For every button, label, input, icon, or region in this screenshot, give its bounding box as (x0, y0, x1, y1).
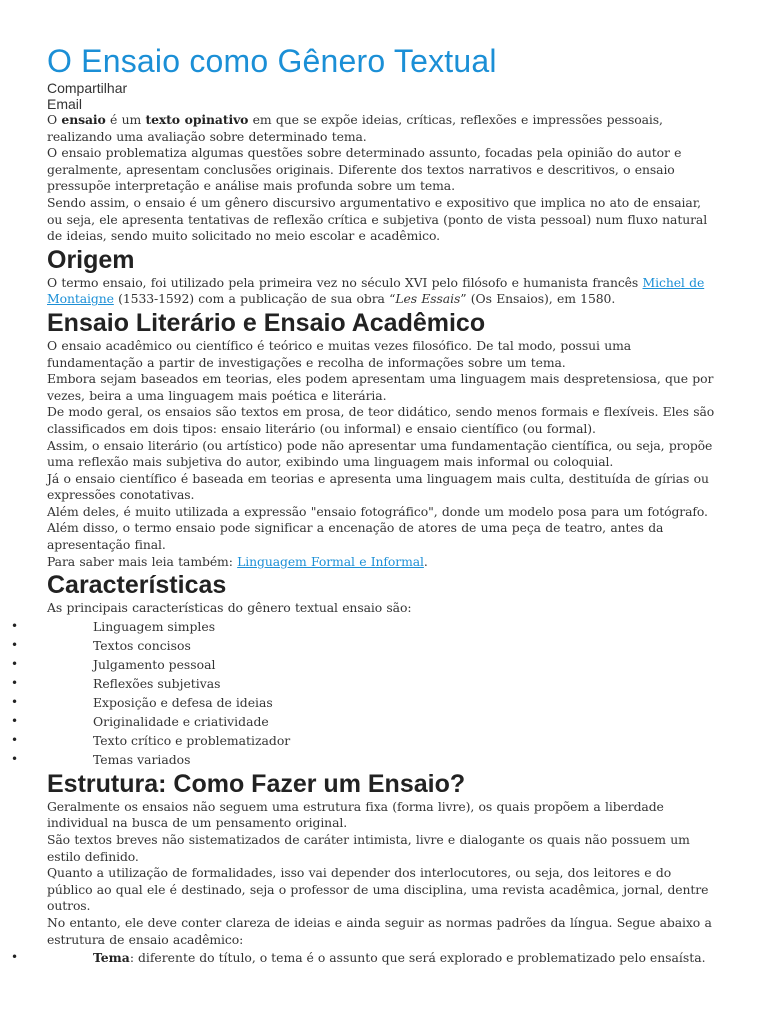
literario-paragraph-8: Para saber mais leia também: Linguagem Formal e Informal. (47, 553, 428, 569)
literario-paragraph-2: Embora sejam baseados em teorias, eles podem apresentam uma linguagem mais despretensiosa, que por vezes, beira a uma linguagem mais poética e literária. (47, 371, 714, 403)
literario-paragraph-4: Assim, o ensaio literário (ou artístico) pode não apresentar uma fundamentação científica, ou seja, propõe uma reflexão mais subjetiva do autor, exibindo uma linguagem mais informal ou coloquial. (47, 437, 713, 470)
montaigne-link[interactable]: Michel de Montaigne (47, 274, 705, 307)
estrutura-paragraph-4: No entanto, ele deve conter clareza de ideias e ainda seguir as normas padrões da língua. Segue abaixo a estrutura de ensaio acadêmico: (47, 915, 712, 947)
list-item: • Temas variados (11, 751, 191, 767)
estrutura-paragraph-3: Quanto a utilização de formalidades, isso vai depender dos interlocutores, ou seja, dos leitores e do público ao qual ele é destinado, seja o professor de uma disciplina, uma revista acadêmica, jornal, dentre outros. (47, 865, 709, 914)
heading-caracteristicas: Características (47, 571, 227, 600)
intro-paragraph-2: O ensaio problematiza algumas questões sobre determinado assunto, focadas pela opinião do autor e geralmente, apresentam conclusões originais. Diferente dos textos narrativos e descritivos, o ensaio pressupõe interpretação e análise mais profunda sobre um tema. (47, 145, 682, 194)
intro-paragraph-3: Sendo assim, o ensaio é um gênero discursivo argumentativo e expositivo que implica no ato de ensaiar, ou seja, ele apresenta tentativas de reflexão crítica e subjetiva (ponto de vista pessoal) num fluxo natural de ideias, sendo muito solicitado no meio escolar e acadêmico. (47, 194, 708, 244)
bullet-icon: • (11, 694, 19, 709)
linguagem-formal-link[interactable]: Linguagem Formal e Informal (237, 553, 424, 569)
estrutura-list (11, 948, 719, 967)
caracteristicas-intro: As principais características do gênero textual ensaio são: (47, 600, 412, 616)
bullet-icon: • (11, 950, 19, 965)
literario-paragraph-3: De modo geral, os ensaios são textos em prosa, de teor didático, sendo menos formais e flexíveis. Eles são classificados em dois tipos: ensaio literário (ou informal) e ensaio científico (ou formal). (47, 404, 715, 436)
list-item: • Texto crítico e problematizador (11, 732, 291, 748)
list-item: • Tema: diferente do título, o tema é o assunto que será explorado e problematizado pelo ensaísta. (11, 950, 706, 966)
bullet-icon: • (11, 713, 19, 728)
literario-paragraph-1: O ensaio acadêmico ou científico é teórico e muitas vezes filosófico. De tal modo, possui uma fundamentação a partir de investigações e recolha de informações sobre um tema. (47, 337, 632, 370)
heading-estrutura: Estrutura: Como Fazer um Ensaio? (47, 769, 466, 798)
estrutura-paragraph-2: São textos breves não sistematizados de caráter intimista, livre e dialogante os quais não possuem um estilo definido. (47, 832, 690, 864)
bullet-icon: • (11, 656, 19, 671)
heading-literario-academico: Ensaio Literário e Ensaio Acadêmico (47, 308, 486, 337)
literario-paragraph-5: Já o ensaio científico é baseada em teorias e apresenta uma linguagem mais culta, destituída de gírias ou expressões conotativas. (47, 470, 709, 503)
list-item: • Reflexões subjetivas (11, 675, 221, 691)
heading-origem: Origem (47, 245, 135, 274)
bullet-icon: • (11, 618, 19, 633)
list-item: • Julgamento pessoal (11, 656, 216, 672)
list-item: • Linguagem simples (11, 618, 216, 634)
list-item: • Textos concisos (11, 637, 191, 653)
literario-paragraph-6: Além deles, é muito utilizada a expressão "ensaio fotográfico", donde um modelo posa para um fotógrafo. (47, 503, 708, 519)
bullet-icon: • (11, 732, 19, 747)
email-link[interactable]: Email (47, 96, 83, 112)
estrutura-paragraph-1: Geralmente os ensaios não seguem uma estrutura fixa (forma livre), os quais propõem a liberdade individual na busca de um pensamento original. (47, 798, 664, 831)
origem-paragraph: O termo ensaio, foi utilizado pela primeira vez no século XVI pelo filósofo e humanista francês Michel de Montaigne (1533-1592) com a publicação de sua obra “Les Essais” (Os Ensaios), em 1580. (47, 274, 705, 307)
share-link[interactable]: Compartilhar (47, 80, 128, 96)
caracteristicas-list (11, 617, 719, 769)
bullet-icon: • (11, 751, 19, 766)
bullet-icon: • (11, 675, 19, 690)
intro-paragraph-1: O ensaio é um texto opinativo em que se expõe ideias, críticas, reflexões e impressões pessoais, realizando uma avaliação sobre determinado tema. (47, 112, 663, 144)
article (11, 42, 719, 967)
list-item: • Exposição e defesa de ideias (11, 694, 273, 710)
list-item: • Originalidade e criatividade (11, 713, 269, 729)
bullet-icon: • (11, 637, 19, 652)
page-title: O Ensaio como Gênero Textual (47, 43, 497, 79)
literario-paragraph-7: Além disso, o termo ensaio pode significar a encenação de atores de uma peça de teatro, antes da apresentação final. (47, 520, 664, 553)
